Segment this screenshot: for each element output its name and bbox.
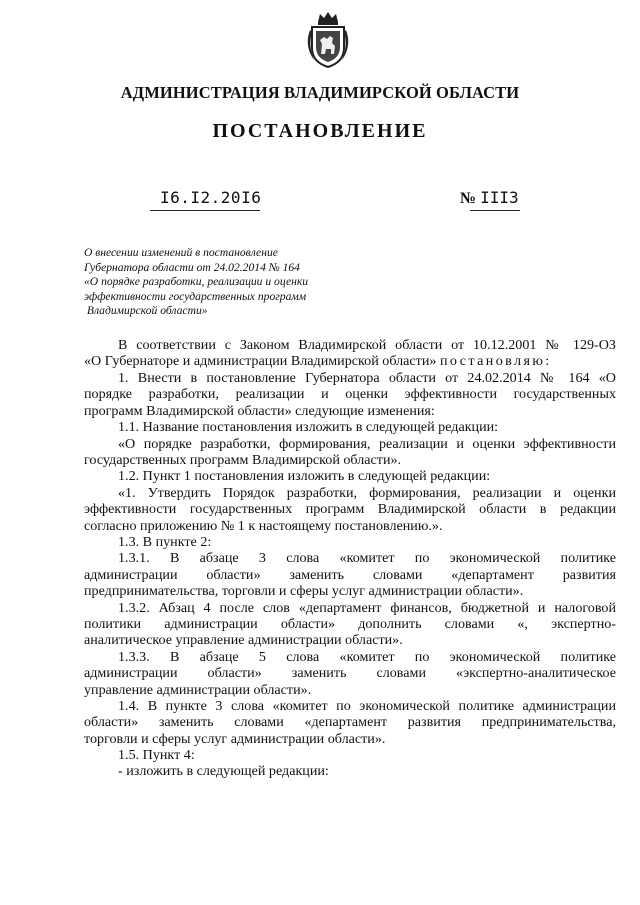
paragraph-line: 1. Внести в постановление Губернатора области от 24.02.2014 № 164 «О (118, 370, 616, 387)
paragraph-line: 1.3.3. В абзаце 5 слова «комитет по экономической политике (118, 648, 616, 665)
organization-title: АДМИНИСТРАЦИЯ ВЛАДИМИРСКОЙ ОБЛАСТИ (120, 83, 520, 102)
subject-line: Владимирской области» (84, 304, 208, 318)
document-number (460, 188, 519, 208)
paragraph-line: согласно приложению № 1 к настоящему постановлению.». (84, 517, 443, 534)
preamble-line (84, 353, 616, 369)
paragraph-line: - изложить в следующей редакции: (118, 763, 329, 780)
paragraph-line: эффективности государственных программ Владимирской области в редакции (84, 501, 616, 518)
subject-line: Губернатора области от 24.02.2014 № 164 (84, 260, 300, 274)
paragraph-line: «О порядке разработки, формирования, реализации и оценки эффективности (118, 435, 616, 452)
subject-line: «О порядке разработки, реализации и оценки (84, 275, 309, 289)
document-date: I6.I2.20I6 (160, 188, 262, 207)
paragraph-line: аналитическое управление администрации области». (84, 632, 403, 649)
paragraph-line: государственных программ Владимирской области». (84, 452, 402, 469)
preamble-text: «О Губернаторе и администрации Владимирской области» (84, 353, 440, 370)
resolve-word: постановляю: (439, 353, 552, 370)
document-type: ПОСТАНОВЛЕНИЕ (212, 120, 428, 142)
document-body (84, 337, 616, 780)
paragraph-line: 1.4. В пункте 3 слова «комитет по экономической политике администрации (118, 697, 616, 714)
coat-of-arms-icon (300, 10, 356, 70)
paragraph-line: администрации области» заменить словами «департамент развития (84, 566, 616, 583)
paragraph-line: политики администрации области» дополнить словами «, экспертно- (84, 615, 616, 632)
document-subject (84, 246, 308, 319)
number-underline (470, 210, 520, 211)
paragraph-line: администрации области» заменить словами «экспертно-аналитическое (84, 665, 616, 682)
subject-line: эффективности государственных программ (84, 289, 307, 303)
paragraph-line: управление администрации области». (84, 681, 312, 698)
paragraph-line: 1.3. В пункте 2: (118, 533, 212, 550)
preamble-line: В соответствии с Законом Владимирской области от 10.12.2001 № 129-ОЗ (118, 337, 616, 353)
paragraph-line: области» заменить словами «департамент развития предпринимательства, (84, 714, 616, 731)
paragraph-line: 1.1. Название постановления изложить в следующей редакции: (118, 419, 499, 436)
paragraph-line: предпринимательства, торговли и сферы услуг администрации области». (84, 583, 524, 600)
date-underline (150, 210, 260, 211)
paragraph-line: торговли и сферы услуг администрации области». (84, 730, 386, 747)
number-value: III3 (480, 188, 519, 207)
paragraph-line: порядке разработки, реализации и оценки эффективности государственных (84, 386, 616, 403)
paragraph-line: 1.2. Пункт 1 постановления изложить в следующей редакции: (118, 468, 491, 485)
number-label: № (460, 190, 477, 207)
paragraph-line: «1. Утвердить Порядок разработки, формирования, реализации и оценки (118, 484, 616, 501)
paragraph-line: 1.3.2. Абзац 4 после слов «департамент финансов, бюджетной и налоговой (118, 599, 616, 616)
paragraph-line: 1.5. Пункт 4: (118, 747, 195, 764)
paragraph-line: 1.3.1. В абзаце 3 слова «комитет по экономической политике (118, 550, 616, 567)
paragraph-line: программ Владимирской области» следующие изменения: (84, 402, 435, 419)
subject-line: О внесении изменений в постановление (84, 246, 278, 259)
